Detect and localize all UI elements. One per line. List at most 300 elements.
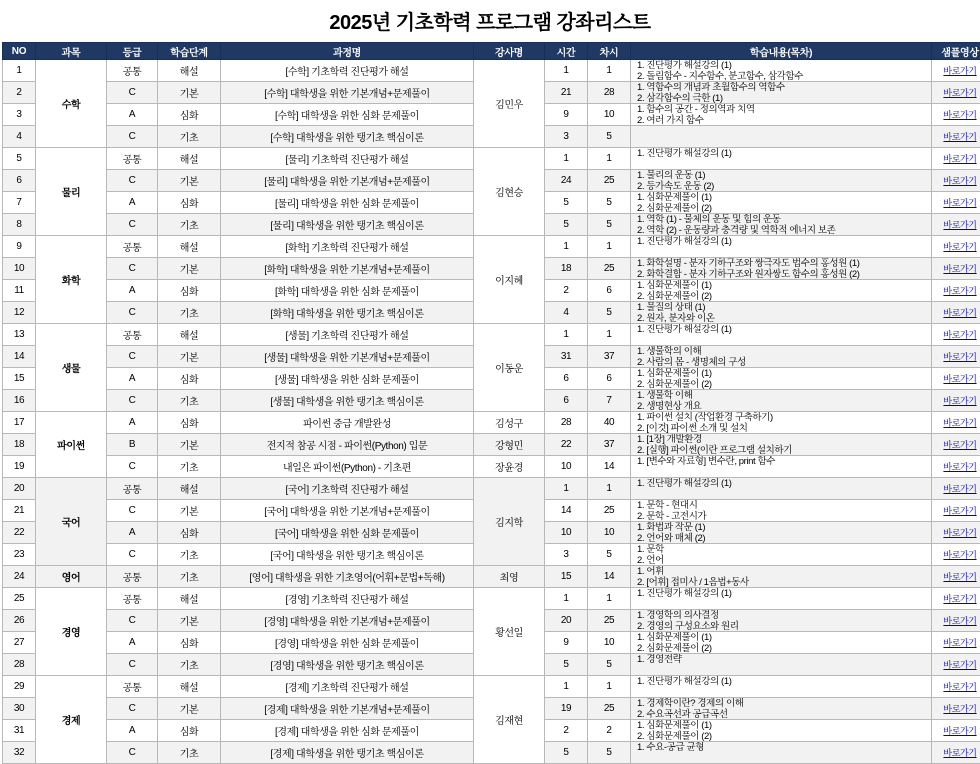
cell-sample-video [932, 610, 980, 632]
content-line: 2. 돌림함수 - 지수함수, 분고함수, 삼각함수 [637, 71, 803, 82]
cell-time: 9 [545, 104, 588, 126]
cell-no: 17 [3, 412, 36, 434]
column-header-grade: 등급 [107, 43, 158, 60]
content-line: 1. 심화문제풀이 (1) [637, 280, 712, 291]
cell-count: 6 [588, 368, 631, 390]
cell-no: 4 [3, 126, 36, 148]
cell-grade: 공통 [107, 236, 158, 258]
cell-count: 25 [588, 610, 631, 632]
sample-video-link[interactable]: 바로가기 [943, 220, 976, 230]
cell-time: 2 [545, 720, 588, 742]
cell-stage: 기본 [158, 698, 221, 720]
cell-sample-video [932, 500, 980, 522]
cell-sample-video [932, 654, 980, 676]
sample-video-link[interactable]: 바로가기 [943, 484, 976, 494]
cell-content [631, 720, 932, 742]
content-line: 2. 사람의 몸 - 생명체의 구성 [637, 357, 746, 368]
cell-sample-video [932, 412, 980, 434]
table-row [3, 588, 980, 610]
cell-sample-video [932, 632, 980, 654]
cell-grade: C [107, 214, 158, 236]
cell-stage: 심화 [158, 104, 221, 126]
cell-time: 4 [545, 302, 588, 324]
cell-time: 9 [545, 632, 588, 654]
cell-subject: 물리 [36, 148, 107, 236]
cell-content [631, 324, 932, 346]
cell-sample-video [932, 478, 980, 500]
sample-video-link[interactable]: 바로가기 [943, 572, 976, 582]
content-line: 2. [이것] 파이썬 소개 및 설치 [637, 423, 748, 434]
sample-video-link[interactable]: 바로가기 [943, 594, 976, 604]
cell-stage: 심화 [158, 412, 221, 434]
table-row [3, 60, 980, 82]
cell-time: 6 [545, 390, 588, 412]
cell-subject: 경영 [36, 588, 107, 676]
table-row [3, 566, 980, 588]
cell-course-name: [국어] 기초학력 진단평가 해설 [221, 478, 474, 500]
cell-content [631, 522, 932, 544]
cell-course-name: [화학] 대학생을 위한 탱기초 핵심이론 [221, 302, 474, 324]
cell-course-name: [영어] 대학생을 위한 기초영어(어휘+문법+독해) [221, 566, 474, 588]
cell-count: 10 [588, 104, 631, 126]
cell-time: 1 [545, 676, 588, 698]
cell-stage: 심화 [158, 280, 221, 302]
cell-grade: 공통 [107, 324, 158, 346]
cell-course-name: [수학] 대학생을 위한 기본개념+문제풀이 [221, 82, 474, 104]
cell-time: 21 [545, 82, 588, 104]
page-title: 2025년 기초학력 프로그램 강좌리스트 [0, 0, 980, 42]
cell-count: 14 [588, 566, 631, 588]
cell-count: 40 [588, 412, 631, 434]
cell-stage: 심화 [158, 368, 221, 390]
sample-video-link[interactable]: 바로가기 [943, 440, 976, 450]
cell-content [631, 566, 932, 588]
cell-grade: C [107, 544, 158, 566]
cell-sample-video [932, 544, 980, 566]
cell-no: 18 [3, 434, 36, 456]
sample-video-link[interactable]: 바로가기 [943, 682, 976, 692]
cell-no: 31 [3, 720, 36, 742]
cell-grade: C [107, 610, 158, 632]
cell-time: 19 [545, 698, 588, 720]
cell-grade: C [107, 654, 158, 676]
sample-video-link[interactable]: 바로가기 [943, 308, 976, 318]
sample-video-link[interactable]: 바로가기 [943, 198, 976, 208]
cell-content [631, 434, 932, 456]
cell-count: 1 [588, 148, 631, 170]
cell-grade: A [107, 412, 158, 434]
cell-count: 1 [588, 478, 631, 500]
cell-stage: 기초 [158, 742, 221, 764]
content-line: 2. 경영의 구성요소와 원리 [637, 621, 739, 632]
cell-course-name: [경영] 기초학력 진단평가 해설 [221, 588, 474, 610]
cell-subject: 국어 [36, 478, 107, 566]
cell-grade: A [107, 368, 158, 390]
cell-sample-video [932, 258, 980, 280]
cell-course-name: [생물] 대학생을 위한 심화 문제풀이 [221, 368, 474, 390]
sample-video-link[interactable]: 바로가기 [943, 242, 976, 252]
cell-grade: C [107, 698, 158, 720]
cell-sample-video [932, 698, 980, 720]
cell-course-name: [경영] 대학생을 위한 심화 문제풀이 [221, 632, 474, 654]
cell-stage: 해설 [158, 236, 221, 258]
cell-stage: 기본 [158, 434, 221, 456]
content-line: 1. 함수의 공간 - 정의역과 치역 [637, 104, 755, 115]
cell-no: 21 [3, 500, 36, 522]
cell-grade: 공통 [107, 60, 158, 82]
sample-video-link[interactable]: 바로가기 [943, 330, 976, 340]
cell-course-name: [경제] 대학생을 위한 심화 문제풀이 [221, 720, 474, 742]
cell-no: 28 [3, 654, 36, 676]
sample-video-link[interactable]: 바로가기 [943, 264, 976, 274]
content-line: 1. 심화문제풀이 (1) [637, 632, 712, 643]
cell-teacher: 김지학 [474, 478, 545, 566]
cell-sample-video [932, 192, 980, 214]
content-line: 2. 역학 (2) - 운동량과 충격량 및 역학적 에너지 보존 [637, 225, 835, 236]
cell-grade: C [107, 346, 158, 368]
cell-time: 31 [545, 346, 588, 368]
table-row [3, 412, 980, 434]
cell-grade: C [107, 170, 158, 192]
cell-no: 22 [3, 522, 36, 544]
sample-video-link[interactable]: 바로가기 [943, 396, 976, 406]
cell-sample-video [932, 456, 980, 478]
cell-course-name: [생물] 대학생을 위한 기본개념+문제풀이 [221, 346, 474, 368]
cell-time: 1 [545, 478, 588, 500]
cell-stage: 심화 [158, 522, 221, 544]
cell-stage: 해설 [158, 478, 221, 500]
cell-no: 24 [3, 566, 36, 588]
cell-content [631, 456, 932, 478]
cell-count: 14 [588, 456, 631, 478]
table-row [3, 148, 980, 170]
cell-sample-video [932, 82, 980, 104]
cell-course-name: [국어] 대학생을 위한 기본개념+문제풀이 [221, 500, 474, 522]
cell-no: 16 [3, 390, 36, 412]
sample-video-link[interactable]: 바로가기 [943, 660, 976, 670]
cell-content [631, 588, 932, 610]
cell-content [631, 500, 932, 522]
cell-time: 18 [545, 258, 588, 280]
cell-teacher: 이지혜 [474, 236, 545, 324]
cell-grade: C [107, 258, 158, 280]
content-line: 1. 파이썬 설치 (작업환경 구축하기) [637, 412, 773, 423]
sample-video-link[interactable]: 바로가기 [943, 616, 976, 626]
cell-no: 1 [3, 60, 36, 82]
sample-video-link[interactable]: 바로가기 [943, 726, 976, 736]
cell-content [631, 412, 932, 434]
cell-no: 10 [3, 258, 36, 280]
cell-course-name: [경제] 대학생을 위한 탱기초 핵심이론 [221, 742, 474, 764]
cell-no: 19 [3, 456, 36, 478]
cell-count: 1 [588, 236, 631, 258]
sample-video-link[interactable]: 바로가기 [943, 176, 976, 186]
sample-video-link[interactable]: 바로가기 [943, 374, 976, 384]
cell-grade: C [107, 302, 158, 324]
content-line: 2. 언어 [637, 555, 664, 566]
cell-count: 5 [588, 126, 631, 148]
cell-teacher: 이동운 [474, 324, 545, 412]
column-header-course: 과정명 [221, 43, 474, 60]
cell-course-name: [물리] 대학생을 위한 심화 문제풀이 [221, 192, 474, 214]
cell-teacher: 황선일 [474, 588, 545, 676]
cell-grade: 공통 [107, 588, 158, 610]
cell-sample-video [932, 346, 980, 368]
cell-stage: 심화 [158, 192, 221, 214]
cell-time: 1 [545, 324, 588, 346]
content-line: 1. 역학 (1) - 물체의 운동 및 힘의 운동 [637, 214, 781, 225]
table-row [3, 236, 980, 258]
cell-no: 3 [3, 104, 36, 126]
cell-course-name: [물리] 대학생을 위한 탱기초 핵심이론 [221, 214, 474, 236]
content-line: 2. 여러 가지 함수 [637, 115, 704, 126]
cell-time: 1 [545, 148, 588, 170]
cell-grade: 공통 [107, 478, 158, 500]
cell-content [631, 192, 932, 214]
cell-grade: A [107, 192, 158, 214]
content-line: 2. [어휘] 접미사 / 1음법+동사 [637, 577, 749, 588]
content-line: 1. 심화문제풀이 (1) [637, 368, 712, 379]
content-line: 1. 진단평가 해설강의 (1) [637, 60, 731, 71]
cell-course-name: [물리] 기초학력 진단평가 해설 [221, 148, 474, 170]
cell-stage: 기초 [158, 302, 221, 324]
cell-count: 6 [588, 280, 631, 302]
cell-subject: 생물 [36, 324, 107, 412]
cell-count: 25 [588, 500, 631, 522]
sample-video-link[interactable]: 바로가기 [943, 506, 976, 516]
cell-time: 5 [545, 192, 588, 214]
cell-content [631, 104, 932, 126]
cell-stage: 해설 [158, 676, 221, 698]
cell-stage: 기본 [158, 610, 221, 632]
cell-course-name: 파이썬 중급 개발완성 [221, 412, 474, 434]
cell-sample-video [932, 368, 980, 390]
cell-no: 27 [3, 632, 36, 654]
content-line: 1. [1장] 개발환경 [637, 434, 702, 445]
cell-stage: 기초 [158, 544, 221, 566]
sample-video-link[interactable]: 바로가기 [943, 748, 976, 758]
cell-stage: 기초 [158, 566, 221, 588]
content-line: 1. 화법과 작문 (1) [637, 522, 705, 533]
cell-time: 6 [545, 368, 588, 390]
content-line: 1. 진단평가 해설강의 (1) [637, 324, 731, 335]
table-header-row [3, 43, 980, 60]
cell-time: 5 [545, 654, 588, 676]
cell-content [631, 544, 932, 566]
cell-sample-video [932, 566, 980, 588]
content-line: 2. [실행] 파이썬(이란 프로그램 설치하기 [637, 445, 792, 456]
content-line: 1. 진단평가 해설강의 (1) [637, 676, 731, 687]
cell-sample-video [932, 280, 980, 302]
cell-stage: 기초 [158, 654, 221, 676]
cell-no: 26 [3, 610, 36, 632]
cell-content [631, 60, 932, 82]
cell-content [631, 214, 932, 236]
cell-time: 10 [545, 522, 588, 544]
content-line: 1. 심화문제풀이 (1) [637, 192, 712, 203]
cell-teacher: 김성구 [474, 412, 545, 434]
cell-course-name: 전지적 참공 시점 - 파이썬(Python) 입문 [221, 434, 474, 456]
content-line: 2. 심화문제풀이 (2) [637, 203, 712, 214]
cell-count: 5 [588, 742, 631, 764]
content-line: 2. 언어와 매체 (2) [637, 533, 705, 544]
cell-teacher: 강형민 [474, 434, 545, 456]
content-line: 2. 원자, 분자와 이온 [637, 313, 715, 324]
table-row [3, 478, 980, 500]
cell-no: 6 [3, 170, 36, 192]
cell-sample-video [932, 302, 980, 324]
cell-sample-video [932, 60, 980, 82]
cell-content [631, 170, 932, 192]
cell-course-name: [수학] 기초학력 진단평가 해설 [221, 60, 474, 82]
cell-stage: 기본 [158, 170, 221, 192]
cell-grade: C [107, 82, 158, 104]
cell-stage: 기본 [158, 346, 221, 368]
cell-course-name: 내일은 파이썬(Python) - 기초편 [221, 456, 474, 478]
cell-count: 1 [588, 60, 631, 82]
table-header [3, 43, 980, 60]
cell-grade: C [107, 742, 158, 764]
cell-stage: 해설 [158, 148, 221, 170]
content-line: 1. 진단평가 해설강의 (1) [637, 148, 731, 159]
sample-video-link[interactable]: 바로가기 [943, 66, 976, 76]
cell-no: 29 [3, 676, 36, 698]
cell-grade: 공통 [107, 676, 158, 698]
cell-count: 37 [588, 346, 631, 368]
cell-subject: 영어 [36, 566, 107, 588]
cell-count: 5 [588, 544, 631, 566]
content-line: 2. 심화문제풀이 (2) [637, 643, 712, 654]
cell-sample-video [932, 104, 980, 126]
content-line: 1. 물리의 운동 (1) [637, 170, 705, 181]
cell-count: 10 [588, 632, 631, 654]
cell-grade: B [107, 434, 158, 456]
cell-content [631, 302, 932, 324]
cell-sample-video [932, 390, 980, 412]
cell-no: 23 [3, 544, 36, 566]
cell-course-name: [물리] 대학생을 위한 기본개념+문제풀이 [221, 170, 474, 192]
sample-video-link[interactable]: 바로가기 [943, 638, 976, 648]
cell-course-name: [국어] 대학생을 위한 심화 문제풀이 [221, 522, 474, 544]
cell-sample-video [932, 434, 980, 456]
cell-stage: 기초 [158, 456, 221, 478]
cell-sample-video [932, 522, 980, 544]
cell-content [631, 368, 932, 390]
cell-teacher: 김재현 [474, 676, 545, 764]
sample-video-link[interactable]: 바로가기 [943, 352, 976, 362]
column-header-no: NO [3, 43, 36, 60]
sample-video-link[interactable]: 바로가기 [943, 528, 976, 538]
content-line: 1. 심화문제풀이 (1) [637, 720, 712, 731]
table-row [3, 456, 980, 478]
content-line: 1. 경영학의 의사결정 [637, 610, 719, 621]
cell-count: 5 [588, 302, 631, 324]
table-row [3, 434, 980, 456]
cell-grade: C [107, 390, 158, 412]
cell-stage: 기본 [158, 258, 221, 280]
content-line: 1. 경영전략 [637, 654, 681, 665]
cell-course-name: [경제] 기초학력 진단평가 해설 [221, 676, 474, 698]
content-line: 1. [변수와 자료형] 변수란, print 함수 [637, 456, 775, 467]
cell-count: 1 [588, 324, 631, 346]
content-line: 1. 문학 [637, 544, 664, 555]
cell-grade: A [107, 632, 158, 654]
cell-count: 1 [588, 588, 631, 610]
sample-video-link[interactable]: 바로가기 [943, 132, 976, 142]
cell-subject: 수학 [36, 60, 107, 148]
sample-video-link[interactable]: 바로가기 [943, 110, 976, 120]
cell-subject: 화학 [36, 236, 107, 324]
cell-sample-video [932, 742, 980, 764]
cell-time: 20 [545, 610, 588, 632]
content-line: 1. 화학설명 - 분자 기하구조와 쌍극자도 법수의 홍성원 (1) [637, 258, 860, 269]
cell-time: 5 [545, 742, 588, 764]
sample-video-link[interactable]: 바로가기 [943, 550, 976, 560]
cell-no: 5 [3, 148, 36, 170]
cell-count: 2 [588, 720, 631, 742]
cell-stage: 심화 [158, 632, 221, 654]
sample-video-link[interactable]: 바로가기 [943, 154, 976, 164]
cell-no: 9 [3, 236, 36, 258]
content-line: 2. 심화문제풀이 (2) [637, 291, 712, 302]
cell-no: 7 [3, 192, 36, 214]
sample-video-link[interactable]: 바로가기 [943, 286, 976, 296]
cell-content [631, 654, 932, 676]
cell-no: 32 [3, 742, 36, 764]
cell-content [631, 126, 932, 148]
table-row [3, 676, 980, 698]
cell-no: 25 [3, 588, 36, 610]
cell-grade: 공통 [107, 566, 158, 588]
cell-time: 3 [545, 126, 588, 148]
cell-grade: C [107, 500, 158, 522]
sample-video-link[interactable]: 바로가기 [943, 462, 976, 472]
cell-course-name: [생물] 대학생을 위한 탱기초 핵심이론 [221, 390, 474, 412]
content-line: 1. 경제학이란? 경제의 이해 [637, 698, 744, 709]
column-header-content: 학습내용(목차) [631, 43, 932, 60]
content-line: 2. 생명현상 개요 [637, 401, 701, 412]
cell-no: 13 [3, 324, 36, 346]
sample-video-link[interactable]: 바로가기 [943, 418, 976, 428]
cell-sample-video [932, 170, 980, 192]
content-line: 2. 문학 - 고전시가 [637, 511, 706, 522]
cell-grade: A [107, 280, 158, 302]
cell-course-name: [경영] 대학생을 위한 기본개념+문제풀이 [221, 610, 474, 632]
cell-time: 24 [545, 170, 588, 192]
cell-time: 10 [545, 456, 588, 478]
cell-no: 8 [3, 214, 36, 236]
cell-count: 37 [588, 434, 631, 456]
column-header-count: 차시 [588, 43, 631, 60]
cell-count: 28 [588, 82, 631, 104]
cell-sample-video [932, 148, 980, 170]
cell-sample-video [932, 236, 980, 258]
cell-count: 5 [588, 192, 631, 214]
cell-time: 2 [545, 280, 588, 302]
cell-no: 2 [3, 82, 36, 104]
content-line: 1. 진단평가 해설강의 (1) [637, 478, 731, 489]
cell-course-name: [화학] 기초학력 진단평가 해설 [221, 236, 474, 258]
sample-video-link[interactable]: 바로가기 [943, 704, 976, 714]
cell-no: 30 [3, 698, 36, 720]
content-line: 2. 등가속도 운동 (2) [637, 181, 714, 192]
cell-time: 1 [545, 236, 588, 258]
sample-video-link[interactable]: 바로가기 [943, 88, 976, 98]
cell-course-name: [국어] 대학생을 위한 탱기초 핵심이론 [221, 544, 474, 566]
cell-stage: 해설 [158, 60, 221, 82]
cell-no: 12 [3, 302, 36, 324]
cell-count: 5 [588, 214, 631, 236]
